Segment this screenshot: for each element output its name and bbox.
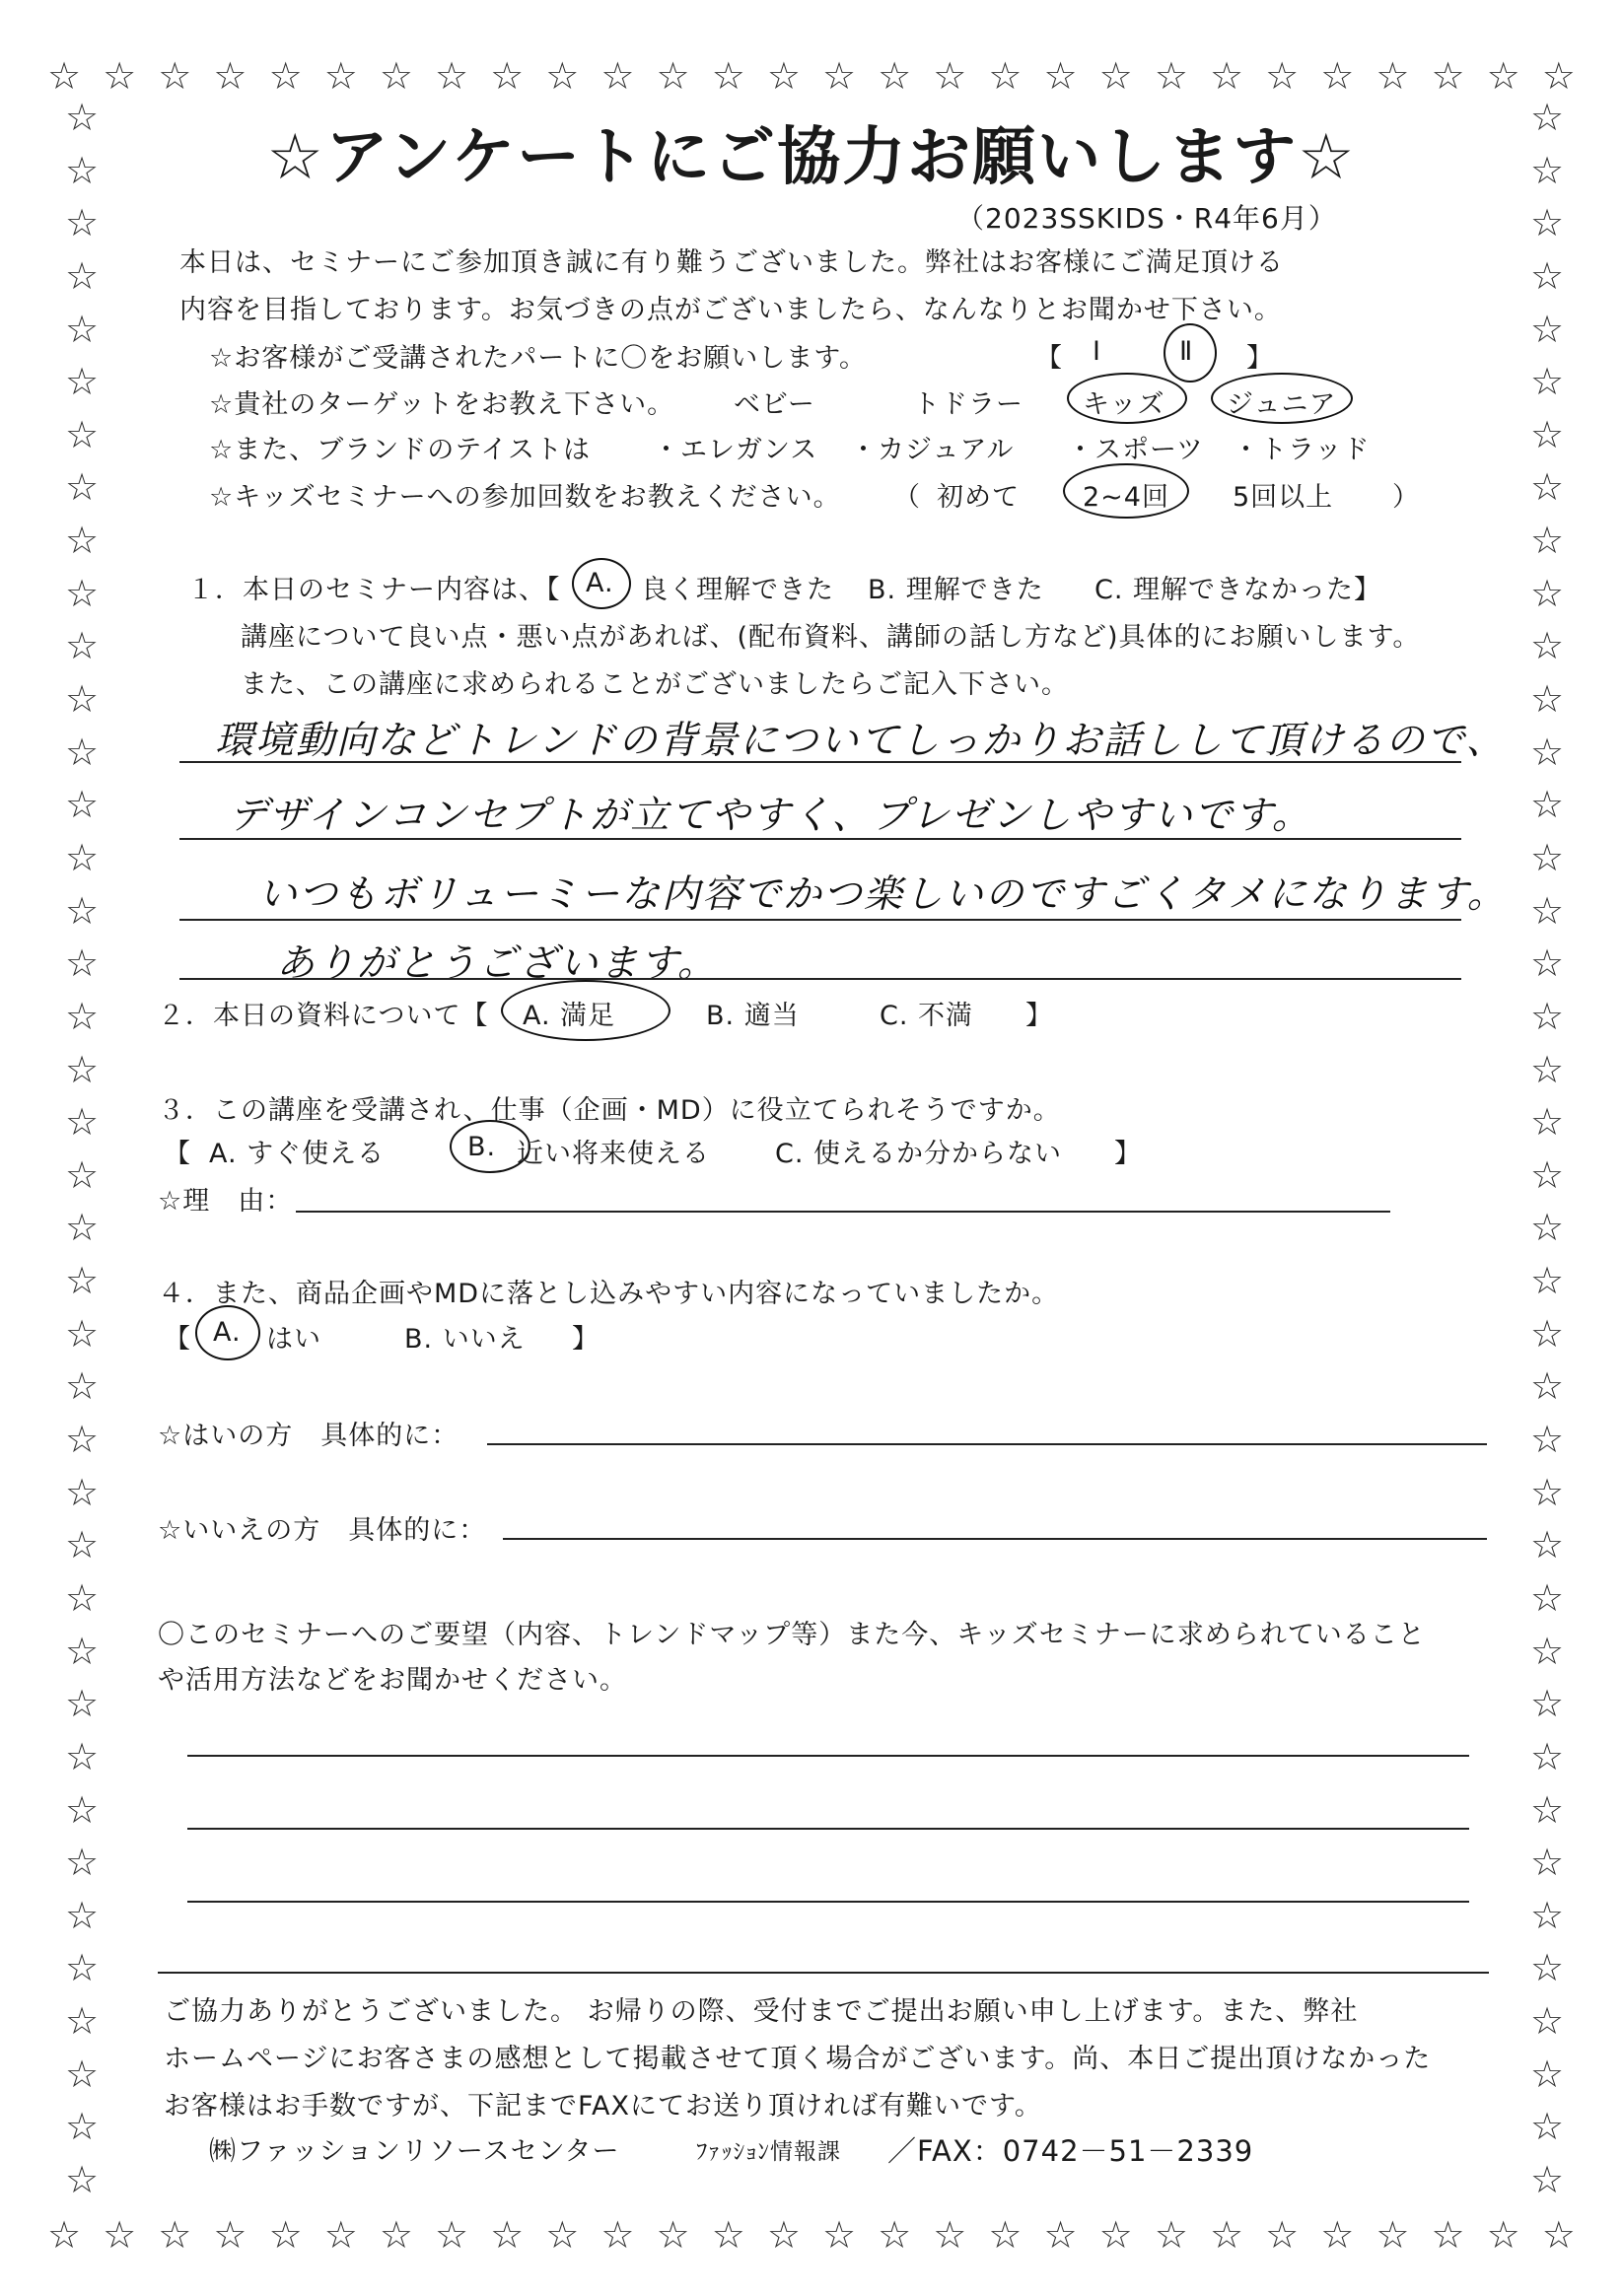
star-ornament: ☆	[268, 2213, 303, 2257]
star-ornament: ☆	[65, 201, 100, 245]
star-ornament: ☆	[47, 2213, 82, 2257]
star-ornament: ☆	[1530, 1206, 1565, 1250]
star-ornament: ☆	[1486, 2213, 1520, 2257]
q1-answer-line-2: デザインコンセプトが立てやすく、プレゼンしやすいです。	[229, 794, 1312, 838]
star-ornament: ☆	[1043, 54, 1078, 98]
circle-mark-q2-a	[501, 980, 670, 1041]
star-ornament: ☆	[656, 2213, 690, 2257]
q4-option-a-text: はい	[266, 1324, 321, 1355]
star-ornament: ☆	[1265, 2213, 1300, 2257]
star-ornament: ☆	[1530, 888, 1565, 933]
part-option-1[interactable]: Ⅰ	[1093, 336, 1101, 367]
q1-option-b[interactable]: B. 理解できた	[868, 575, 1044, 605]
count-bracket-open: （	[893, 482, 921, 513]
star-ornament: ☆	[933, 54, 967, 98]
count-option-5plus[interactable]: 5回以上	[1233, 482, 1334, 513]
star-ornament: ☆	[323, 2213, 358, 2257]
star-ornament: ☆	[766, 54, 801, 98]
footer-line-3: お客様はお手数ですが、下記までFAXにてお送り頂ければ有難いです。	[164, 2091, 1042, 2122]
star-ornament: ☆	[1530, 412, 1565, 456]
star-ornament: ☆	[65, 253, 100, 298]
star-ornament: ☆	[1530, 1893, 1565, 1937]
star-ornament: ☆	[65, 1575, 100, 1620]
star-ornament: ☆	[65, 1152, 100, 1197]
part-bracket-open: 【	[1035, 343, 1063, 374]
q2-question: ２．本日の資料について【	[158, 1001, 489, 1031]
star-ornament: ☆	[1530, 783, 1565, 827]
star-ornament: ☆	[1530, 2157, 1565, 2201]
star-ornament: ☆	[1530, 1999, 1565, 2044]
q3-bracket-close: 】	[1114, 1139, 1142, 1169]
taste-option-trad[interactable]: ・トラッド	[1233, 435, 1371, 465]
star-ornament: ☆	[1530, 1418, 1565, 1462]
q1-option-a-text: 良く理解できた	[641, 575, 834, 605]
taste-option-elegance[interactable]: ・エレガンス	[653, 435, 818, 465]
count-option-first[interactable]: 初めて	[937, 482, 1020, 513]
star-ornament: ☆	[1530, 1841, 1565, 1885]
star-ornament: ☆	[1530, 994, 1565, 1038]
star-ornament: ☆	[1530, 941, 1565, 986]
star-ornament: ☆	[47, 54, 82, 98]
star-ornament: ☆	[65, 148, 100, 192]
star-ornament: ☆	[65, 941, 100, 986]
star-ornament: ☆	[1530, 1364, 1565, 1409]
q3-option-c[interactable]: C. 使えるか分からない	[775, 1139, 1063, 1169]
star-ornament: ☆	[213, 54, 247, 98]
q1-sub-2: また、この講座に求められることがございましたらご記入下さい。	[241, 669, 1069, 700]
q3-bracket-open: 【	[164, 1139, 191, 1169]
star-ornament: ☆	[1530, 730, 1565, 774]
star-ornament: ☆	[65, 1470, 100, 1514]
star-ornament: ☆	[65, 783, 100, 827]
border-top-stars	[47, 54, 1576, 98]
star-ornament: ☆	[65, 1946, 100, 1990]
star-ornament: ☆	[65, 1629, 100, 1673]
star-ornament: ☆	[65, 1841, 100, 1885]
star-ornament: ☆	[65, 994, 100, 1038]
part-option-2[interactable]: Ⅱ	[1179, 336, 1194, 367]
star-ornament: ☆	[65, 2157, 100, 2201]
q4-bracket-open: 【	[164, 1324, 191, 1355]
star-ornament: ☆	[1154, 54, 1188, 98]
star-ornament: ☆	[1530, 1787, 1565, 1832]
star-ornament: ☆	[65, 1682, 100, 1726]
star-ornament: ☆	[1530, 1629, 1565, 1673]
star-ornament: ☆	[213, 2213, 247, 2257]
star-ornament: ☆	[1530, 201, 1565, 245]
star-ornament: ☆	[65, 1787, 100, 1832]
star-ornament: ☆	[158, 2213, 192, 2257]
star-ornament: ☆	[1530, 677, 1565, 722]
star-ornament: ☆	[1209, 54, 1244, 98]
star-ornament: ☆	[490, 2213, 525, 2257]
footer-line-1: ご協力ありがとうございました。 お帰りの際、受付までご提出お願い申し上げます。また、弊社	[164, 1996, 1359, 2027]
star-ornament: ☆	[1431, 2213, 1465, 2257]
star-ornament: ☆	[1530, 96, 1565, 139]
star-ornament: ☆	[65, 1100, 100, 1145]
star-ornament: ☆	[1530, 307, 1565, 351]
part-label: ☆お客様がご受講されたパートに〇をお願いします。	[209, 343, 868, 374]
border-right-stars	[1530, 96, 1565, 2201]
target-option-baby[interactable]: ベビー	[734, 389, 815, 420]
footer-company: ㈱ファッションリソースセンター	[209, 2136, 620, 2167]
star-ornament: ☆	[545, 54, 580, 98]
star-ornament: ☆	[1154, 2213, 1188, 2257]
q4-bracket-close: 】	[572, 1324, 600, 1355]
star-ornament: ☆	[988, 2213, 1023, 2257]
q1-answer-rule-3	[179, 919, 1461, 921]
star-ornament: ☆	[65, 835, 100, 879]
part-bracket-close: 】	[1246, 343, 1274, 374]
q4-yes-input[interactable]	[487, 1443, 1487, 1445]
star-ornament: ☆	[65, 1893, 100, 1937]
circle-mark-count	[1063, 463, 1189, 519]
star-ornament: ☆	[1530, 2105, 1565, 2149]
target-option-kids[interactable]: キッズ	[1083, 389, 1165, 420]
page-title: ☆アンケートにご協力お願いします☆	[266, 121, 1357, 194]
q4-no-label: ☆いいえの方 具体的に：	[158, 1515, 487, 1546]
q4-option-a[interactable]: A.	[213, 1317, 242, 1348]
q1-answer-rule-1	[179, 761, 1461, 763]
circle-mark-kids	[1067, 373, 1187, 424]
q4-yes-label: ☆はいの方 具体的に：	[158, 1421, 459, 1451]
star-ornament: ☆	[65, 519, 100, 563]
star-ornament: ☆	[65, 1364, 100, 1409]
star-ornament: ☆	[1043, 2213, 1078, 2257]
star-ornament: ☆	[1530, 1470, 1565, 1514]
star-ornament: ☆	[1530, 1311, 1565, 1356]
q4-no-input[interactable]	[503, 1538, 1487, 1540]
q4-option-b[interactable]: B. いいえ	[404, 1324, 526, 1355]
star-ornament: ☆	[1530, 624, 1565, 668]
q5-line-1: 〇このセミナーへのご要望（内容、トレンドマップ等）また今、キッズセミナーに求められていること	[158, 1620, 1426, 1650]
star-ornament: ☆	[379, 54, 413, 98]
star-ornament: ☆	[65, 360, 100, 404]
circle-mark-part-2	[1164, 323, 1217, 383]
q1-answer-line-4: ありがとうございます。	[276, 941, 718, 986]
star-ornament: ☆	[158, 54, 192, 98]
star-ornament: ☆	[766, 2213, 801, 2257]
star-ornament: ☆	[1530, 571, 1565, 615]
star-ornament: ☆	[878, 2213, 912, 2257]
star-ornament: ☆	[1530, 1946, 1565, 1990]
star-ornament: ☆	[1320, 2213, 1355, 2257]
star-ornament: ☆	[65, 571, 100, 615]
star-ornament: ☆	[1431, 54, 1465, 98]
border-left-stars	[65, 96, 100, 2201]
star-ornament: ☆	[545, 2213, 580, 2257]
footer-divider	[158, 1972, 1489, 1974]
star-ornament: ☆	[65, 2105, 100, 2149]
star-ornament: ☆	[1376, 2213, 1410, 2257]
star-ornament: ☆	[65, 412, 100, 456]
q3-option-a[interactable]: A. すぐ使える	[209, 1139, 386, 1169]
star-ornament: ☆	[323, 54, 358, 98]
star-ornament: ☆	[65, 1734, 100, 1778]
star-ornament: ☆	[434, 2213, 469, 2257]
star-ornament: ☆	[1530, 1575, 1565, 1620]
star-ornament: ☆	[1530, 1047, 1565, 1091]
star-ornament: ☆	[1530, 465, 1565, 510]
taste-option-casual[interactable]: ・カジュアル	[850, 435, 1015, 465]
star-ornament: ☆	[821, 2213, 857, 2257]
q1-sub-1: 講座について良い点・悪い点があれば、(配布資料、講師の話し方など)具体的にお願いします。	[241, 622, 1421, 653]
star-ornament: ☆	[379, 2213, 413, 2257]
q2-bracket-close: 】	[1025, 1001, 1053, 1031]
star-ornament: ☆	[1098, 2213, 1133, 2257]
star-ornament: ☆	[65, 465, 100, 510]
star-ornament: ☆	[1376, 54, 1410, 98]
star-ornament: ☆	[1486, 54, 1520, 98]
star-ornament: ☆	[490, 54, 525, 98]
survey-code: （2023SSKIDS・R4年6月）	[956, 202, 1337, 235]
star-ornament: ☆	[933, 2213, 967, 2257]
star-ornament: ☆	[65, 96, 100, 139]
star-ornament: ☆	[1530, 1682, 1565, 1726]
star-ornament: ☆	[65, 888, 100, 933]
q3-reason-input[interactable]	[296, 1211, 1390, 1213]
count-label: ☆キッズセミナーへの参加回数をお教えください。	[209, 482, 841, 513]
star-ornament: ☆	[656, 54, 690, 98]
star-ornament: ☆	[1530, 835, 1565, 879]
taste-option-sports[interactable]: ・スポーツ	[1067, 435, 1204, 465]
q1-answer-rule-4	[179, 978, 1461, 980]
q5-answer-rule-3[interactable]	[187, 1901, 1469, 1903]
star-ornament: ☆	[1530, 2052, 1565, 2096]
star-ornament: ☆	[1530, 1152, 1565, 1197]
star-ornament: ☆	[821, 54, 857, 98]
target-option-junior[interactable]: ジュニア	[1227, 389, 1337, 420]
q1-answer-rule-2	[179, 838, 1461, 840]
star-ornament: ☆	[268, 54, 303, 98]
star-ornament: ☆	[1530, 1734, 1565, 1778]
star-ornament: ☆	[65, 624, 100, 668]
star-ornament: ☆	[1530, 1523, 1565, 1567]
star-ornament: ☆	[1530, 360, 1565, 404]
q3-option-b[interactable]: B.	[467, 1132, 497, 1162]
q5-answer-rule-2[interactable]	[187, 1828, 1469, 1830]
star-ornament: ☆	[1541, 2213, 1576, 2257]
star-ornament: ☆	[103, 54, 137, 98]
star-ornament: ☆	[65, 1999, 100, 2044]
circle-mark-q1-a	[572, 558, 631, 609]
star-ornament: ☆	[711, 2213, 745, 2257]
target-label: ☆貴社のターゲットをお教え下さい。	[209, 389, 675, 420]
star-ornament: ☆	[65, 1047, 100, 1091]
q4-question: ４．また、商品企画やMDに落とし込みやすい内容になっていましたか。	[158, 1279, 1060, 1309]
star-ornament: ☆	[1530, 1259, 1565, 1303]
q1-option-c[interactable]: C. 理解できなかった】	[1094, 575, 1382, 605]
footer-fax: ／FAX：0742－51－2339	[887, 2134, 1254, 2168]
q5-line-2: や活用方法などをお聞かせください。	[158, 1665, 627, 1696]
q2-option-c[interactable]: C. 不満	[880, 1001, 974, 1031]
star-ornament: ☆	[65, 677, 100, 722]
star-ornament: ☆	[65, 307, 100, 351]
star-ornament: ☆	[1530, 253, 1565, 298]
star-ornament: ☆	[65, 1418, 100, 1462]
q2-option-b[interactable]: B. 適当	[706, 1001, 800, 1031]
star-ornament: ☆	[65, 1523, 100, 1567]
star-ornament: ☆	[65, 2052, 100, 2096]
star-ornament: ☆	[1530, 519, 1565, 563]
q1-answer-line-3: いつもボリューミーな内容でかつ楽しいのですごくタメになります。	[258, 872, 1508, 917]
q1-option-a[interactable]: A.	[586, 568, 614, 598]
q2-option-a[interactable]: A. 満足	[523, 1001, 616, 1031]
star-ornament: ☆	[600, 2213, 635, 2257]
q3-reason-label: ☆理 由：	[158, 1186, 294, 1217]
star-ornament: ☆	[434, 54, 469, 98]
q3-option-b-text: 近い将来使える	[517, 1139, 710, 1169]
star-ornament: ☆	[600, 54, 635, 98]
count-bracket-close: ）	[1392, 482, 1420, 513]
star-ornament: ☆	[1530, 148, 1565, 192]
star-ornament: ☆	[103, 2213, 137, 2257]
q3-question: ３．この講座を受講され、仕事（企画・MD）に役立てられそうですか。	[158, 1095, 1061, 1126]
footer-line-2: ホームページにお客さまの感想として掲載させて頂く場合がございます。尚、本日ご提出頂けなかった	[164, 2044, 1432, 2074]
circle-mark-junior	[1211, 373, 1353, 424]
star-ornament: ☆	[65, 730, 100, 774]
star-ornament: ☆	[988, 54, 1023, 98]
star-ornament: ☆	[65, 1311, 100, 1356]
star-ornament: ☆	[1530, 1100, 1565, 1145]
q1-answer-line-1: 環境動向などトレンドの背景についてしっかりお話しして頂けるので、	[215, 719, 1507, 763]
intro-line-2: 内容を目指しております。お気づきの点がございましたら、なんなりとお聞かせ下さい。	[179, 295, 1282, 325]
star-ornament: ☆	[878, 54, 912, 98]
star-ornament: ☆	[65, 1206, 100, 1250]
star-ornament: ☆	[1320, 54, 1355, 98]
intro-line-1: 本日は、セミナーにご参加頂き誠に有り難うございました。弊社はお客様にご満足頂ける	[179, 247, 1284, 278]
star-ornament: ☆	[1265, 54, 1300, 98]
target-option-toddler[interactable]: トドラー	[913, 389, 1023, 420]
star-ornament: ☆	[1209, 2213, 1244, 2257]
star-ornament: ☆	[1541, 54, 1576, 98]
q5-answer-rule-1[interactable]	[187, 1755, 1469, 1757]
border-bottom-stars	[47, 2213, 1576, 2257]
taste-label: ☆また、ブランドのテイストは	[209, 435, 592, 465]
star-ornament: ☆	[65, 1259, 100, 1303]
star-ornament: ☆	[1098, 54, 1133, 98]
star-ornament: ☆	[711, 54, 745, 98]
count-option-2-4[interactable]: 2~4回	[1083, 482, 1169, 513]
circle-mark-q4-a	[195, 1305, 260, 1360]
q1-question: １．本日のセミナー内容は、【	[187, 575, 561, 605]
footer-dept: ﾌｧｯｼｮﾝ情報課	[696, 2139, 841, 2165]
